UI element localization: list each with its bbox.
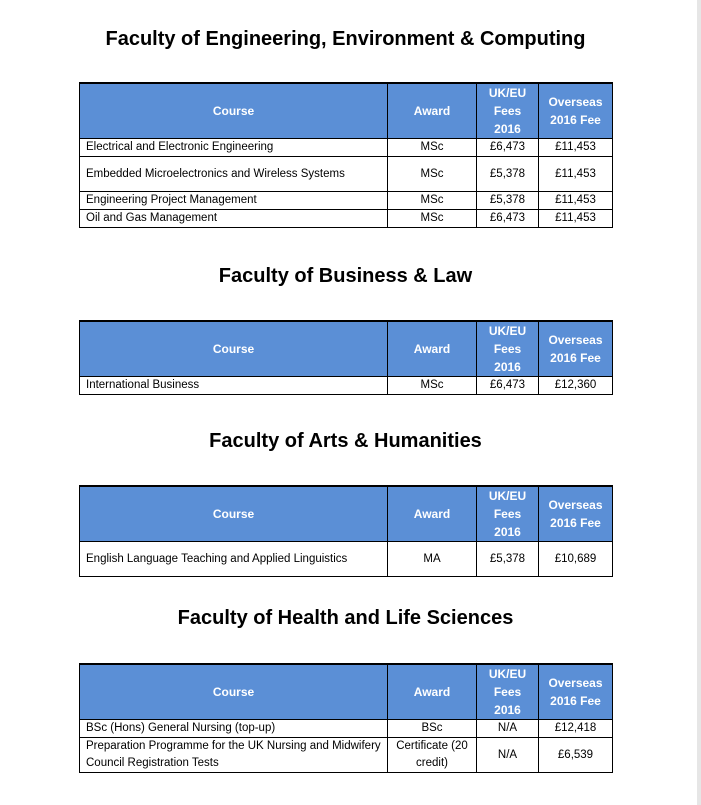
overseas-fee-cell: £6,539 (539, 738, 613, 773)
column-header-overseas-fee: Overseas 2016 Fee (539, 486, 613, 542)
award-cell: MSc (388, 210, 477, 228)
column-header-course: Course (80, 83, 388, 139)
table-row (80, 210, 613, 228)
course-cell: Preparation Programme for the UK Nursing and Midwifery Council Registration Tests (80, 738, 388, 773)
course-cell: Embedded Microelectronics and Wireless Systems (80, 157, 388, 192)
overseas-fee-cell: £10,689 (539, 542, 613, 577)
page-edge (697, 0, 701, 805)
course-cell: Oil and Gas Management (80, 210, 388, 228)
award-cell: Certificate (20 credit) (388, 738, 477, 773)
award-cell: BSc (388, 720, 477, 738)
column-header-course: Course (80, 486, 388, 542)
course-cell: BSc (Hons) General Nursing (top-up) (80, 720, 388, 738)
table-row (80, 377, 613, 395)
overseas-fee-cell: £11,453 (539, 210, 613, 228)
fees-table-engineering (79, 82, 613, 228)
column-header-award: Award (388, 83, 477, 139)
fees-table-health (79, 663, 613, 773)
course-cell: English Language Teaching and Applied Linguistics (80, 542, 388, 577)
column-header-overseas-fee: Overseas 2016 Fee (539, 83, 613, 139)
course-cell: International Business (80, 377, 388, 395)
section-title-health: Faculty of Health and Life Sciences (177, 607, 514, 629)
course-cell: Electrical and Electronic Engineering (80, 139, 388, 157)
fees-table-business (79, 320, 613, 395)
award-cell: MSc (388, 192, 477, 210)
table-row (80, 542, 613, 577)
column-header-uk-fee: UK/EU Fees 2016 (477, 486, 539, 542)
table-row (80, 157, 613, 192)
column-header-overseas-fee: Overseas 2016 Fee (539, 321, 613, 377)
overseas-fee-cell: £11,453 (539, 139, 613, 157)
award-cell: MA (388, 542, 477, 577)
uk-fee-cell: N/A (477, 720, 539, 738)
section-title-arts: Faculty of Arts & Humanities (209, 430, 482, 452)
column-header-uk-fee: UK/EU Fees 2016 (477, 83, 539, 139)
uk-fee-cell: £6,473 (477, 210, 539, 228)
section-title-engineering: Faculty of Engineering, Environment & Computing (105, 28, 586, 50)
course-cell: Engineering Project Management (80, 192, 388, 210)
column-header-course: Course (80, 321, 388, 377)
table-row (80, 738, 613, 773)
uk-fee-cell: £5,378 (477, 192, 539, 210)
award-cell: MSc (388, 377, 477, 395)
uk-fee-cell: £6,473 (477, 139, 539, 157)
column-header-award: Award (388, 321, 477, 377)
column-header-award: Award (388, 664, 477, 720)
table-row (80, 192, 613, 210)
award-cell: MSc (388, 139, 477, 157)
column-header-overseas-fee: Overseas 2016 Fee (539, 664, 613, 720)
table-row (80, 139, 613, 157)
column-header-award: Award (388, 486, 477, 542)
overseas-fee-cell: £12,418 (539, 720, 613, 738)
overseas-fee-cell: £12,360 (539, 377, 613, 395)
uk-fee-cell: N/A (477, 738, 539, 773)
uk-fee-cell: £5,378 (477, 542, 539, 577)
section-title-business: Faculty of Business & Law (218, 265, 473, 287)
column-header-uk-fee: UK/EU Fees 2016 (477, 664, 539, 720)
fees-table-arts (79, 485, 613, 577)
uk-fee-cell: £6,473 (477, 377, 539, 395)
overseas-fee-cell: £11,453 (539, 157, 613, 192)
overseas-fee-cell: £11,453 (539, 192, 613, 210)
column-header-course: Course (80, 664, 388, 720)
award-cell: MSc (388, 157, 477, 192)
column-header-uk-fee: UK/EU Fees 2016 (477, 321, 539, 377)
table-row (80, 720, 613, 738)
uk-fee-cell: £5,378 (477, 157, 539, 192)
